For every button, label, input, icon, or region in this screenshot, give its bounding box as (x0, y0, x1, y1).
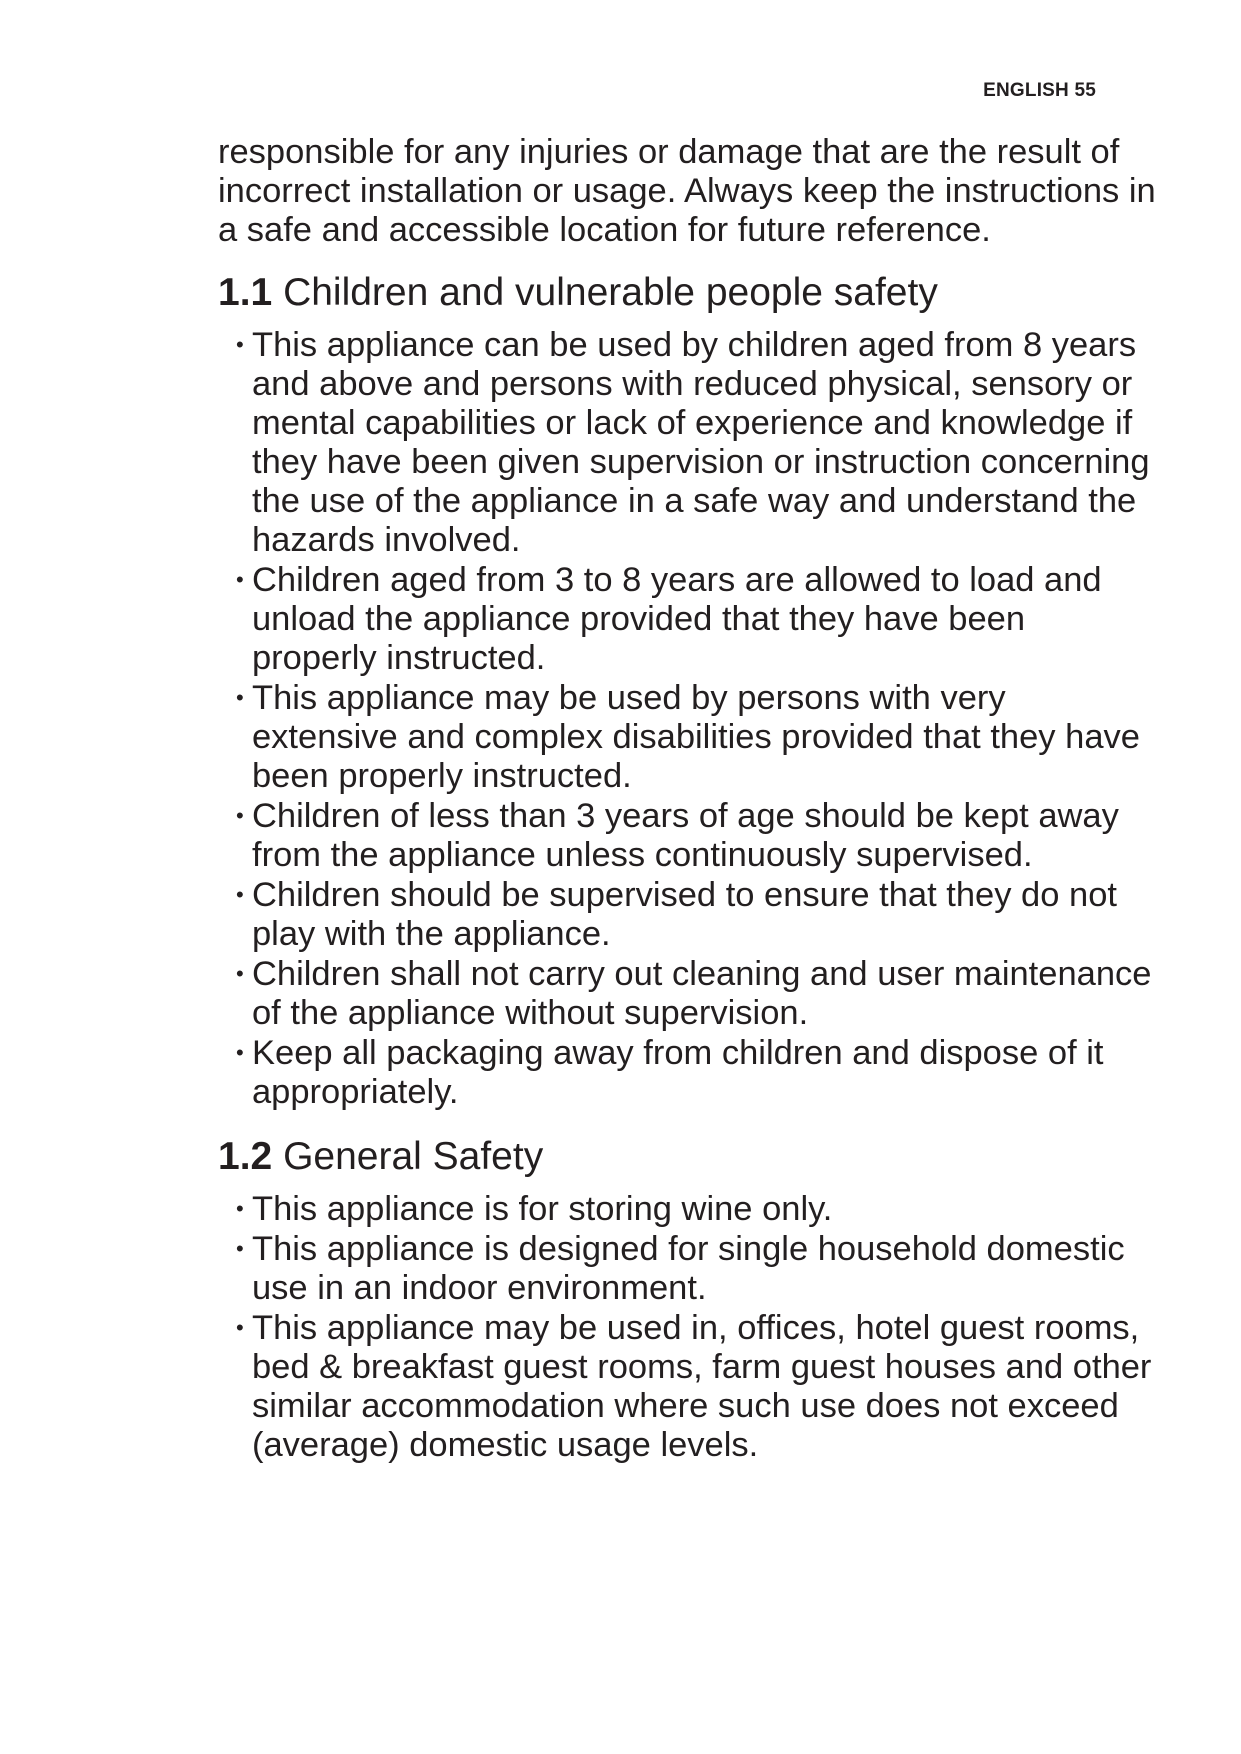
bullet-icon: • (236, 332, 244, 357)
section-title: Children and vulnerable people safety (283, 271, 938, 314)
list-item: • This appliance is for storing wine only. (236, 1190, 833, 1228)
bullet-icon: • (236, 803, 244, 828)
bullet-icon: • (236, 1236, 244, 1261)
bullet-icon: • (236, 1196, 244, 1221)
section-number: 1.2 (218, 1135, 273, 1178)
intro-paragraph: responsible for any injuries or damage that are the result of incorrect installation or usage. Always keep the instructions in a safe and accessible location for future reference. (218, 133, 1156, 249)
list-item: • This appliance can be used by children aged from 8 years and above and persons with reduced physical, sensory or mental capabilities or lack of experience and knowledge if they have been given supervision or instruction concerning the use of the appliance in a safe way and understand the hazards involved. (236, 326, 1150, 559)
list-item: • This appliance is designed for single household domestic use in an indoor environment. (236, 1230, 1125, 1307)
document-body (218, 133, 1158, 1465)
children-safety-list (218, 325, 1158, 1112)
bullet-icon: • (236, 685, 244, 710)
page-header-label: ENGLISH 55 (983, 80, 1096, 101)
list-item: • Children aged from 3 to 8 years are allowed to load and unload the appliance provided that they have been properly instructed. (236, 561, 1102, 677)
section-heading-general-safety (218, 1134, 1158, 1180)
bullet-icon: • (236, 961, 244, 986)
bullet-icon: • (236, 882, 244, 907)
section-title: General Safety (283, 1135, 544, 1178)
bullet-icon: • (236, 567, 244, 592)
section-number: 1.1 (218, 271, 273, 314)
list-item: • This appliance may be used in, offices, hotel guest rooms, bed & breakfast guest rooms, farm guest houses and other similar accommodation where such use does not exceed (average) domestic usage levels. (236, 1309, 1152, 1464)
list-item: • Children of less than 3 years of age should be kept away from the appliance unless continuously supervised. (236, 797, 1119, 874)
list-item: • Keep all packaging away from children and dispose of it appropriately. (236, 1034, 1104, 1111)
general-safety-list (218, 1189, 1158, 1465)
list-item: • Children shall not carry out cleaning and user maintenance of the appliance without supervision. (236, 955, 1152, 1032)
list-item: • Children should be supervised to ensure that they do not play with the appliance. (236, 876, 1117, 953)
bullet-icon: • (236, 1315, 244, 1340)
section-heading-children-safety (218, 270, 1158, 316)
bullet-icon: • (236, 1040, 244, 1065)
list-item: • This appliance may be used by persons with very extensive and complex disabilities provided that they have been properly instructed. (236, 679, 1140, 795)
